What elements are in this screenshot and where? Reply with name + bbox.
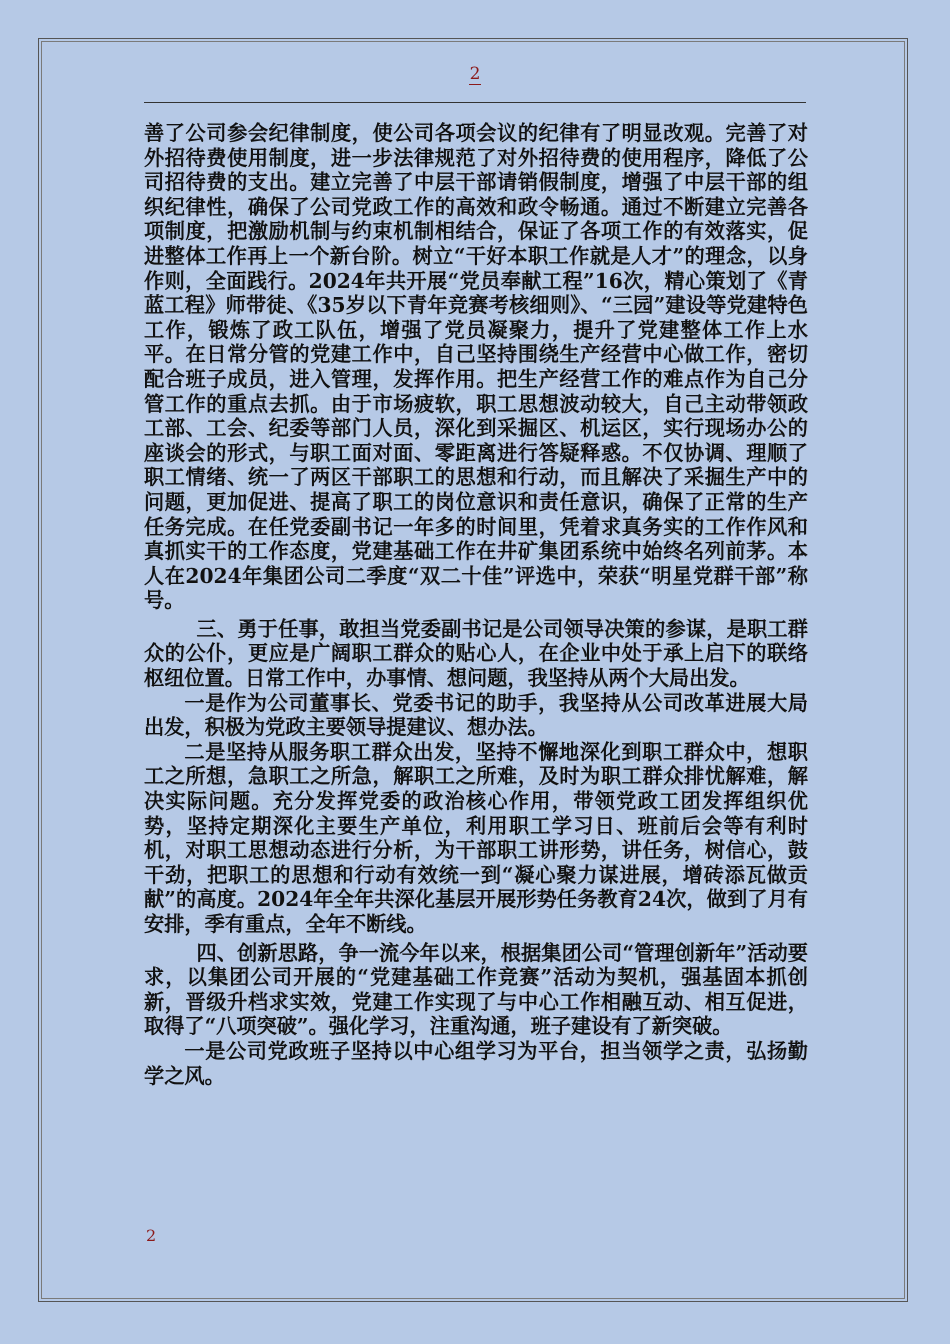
document-body (144, 121, 808, 1088)
header-page-number (0, 64, 950, 84)
paragraph-point-one-study: 一是公司党政班子坚持以中心组学习为平台，担当领学之责，弘扬勤学之风。 (144, 1038, 808, 1088)
header-page-number-text: 2 (469, 64, 481, 84)
footer-page-number: 2 (146, 1226, 157, 1245)
paragraph-section-four: 四、创新思路，争一流今年以来，根据集团公司“管理创新年”活动要求，以集团公司开展的“党建基础工作竞赛”活动为契机，强基固本抓创新，晋级升档求实效，党建工作实现了与中心工作相融互动、相互促进，取得了“八项突破”。强化学习，注重沟通，班子建设有了新突破。 (144, 940, 808, 1039)
paragraph-continued: 善了公司参会纪律制度，使公司各项会议的纪律有了明显改观。完善了对外招待费使用制度，进一步法律规范了对外招待费的使用程序，降低了公司招待费的支出。建立完善了中层干部请销假制度，增强了中层干部的组织纪律性，确保了公司党政工作的高效和政令畅通。通过不断建立完善各项制度，把激励机制与约束机制相结合，保证了各项工作的有效落实，促进整体工作再上一个新台阶。树立“干好本职工作就是人才”的理念，以身作则，全面践行。2024年共开展“党员奉献工程”16次，精心策划了《青蓝工程》师带徒、《35岁以下青年竞赛考核细则》、“三园”建设等党建特色工作，锻炼了政工队伍，增强了党员凝聚力，提升了党建整体工作上水平。在日常分管的党建工作中，自己坚持围绕生产经营中心做工作，密切配合班子成员，进入管理，发挥作用。把生产经营工作的难点作为自己分管工作的重点去抓。由于市场疲软，职工思想波动较大，自己主动带领政工部、工会、纪委等部门人员，深化到采掘区、机运区，实行现场办公的座谈会的形式，与职工面对面、零距离进行答疑释惑。不仅协调、理顺了职工情绪、统一了两区干部职工的思想和行动，而且解决了采掘生产中的问题，更加促进、提高了职工的岗位意识和责任意识，确保了正常的生产任务完成。在任党委副书记一年多的时间里，凭着求真务实的工作作风和真抓实干的工作态度，党建基础工作在井矿集团系统中始终名列前茅。本人在2024年集团公司二季度“双二十佳”评选中，荣获“明星党群干部”称号。 (144, 121, 808, 613)
paragraph-point-two: 二是坚持从服务职工群众出发，坚持不懈地深化到职工群众中，想职工之所想，急职工之所急，解职工之所难，及时为职工群众排忧解难，解决实际问题。充分发挥党委的政治核心作用，带领党政工团发挥组织优势，坚持定期深化主要生产单位，利用职工学习日、班前后会等有利时机，对职工思想动态进行分析，为干部职工讲形势，讲任务，树信心，鼓干劲，把职工的思想和行动有效统一到“凝心聚力谋进展，增砖添瓦做贡献”的高度。2024年全年共深化基层开展形势任务教育24次，做到了月有安排，季有重点，全年不断线。 (144, 739, 808, 936)
header-rule (144, 102, 806, 103)
paragraph-point-one: 一是作为公司董事长、党委书记的助手，我坚持从公司改革进展大局出发，积极为党政主要领导提建议、想办法。 (144, 690, 808, 740)
paragraph-section-three: 三、勇于任事，敢担当党委副书记是公司领导决策的参谋，是职工群众的公仆，更应是广阔职工群众的贴心人，在企业中处于承上启下的联络枢纽位置。日常工作中，办事情、想问题，我坚持从两个大局出发。 (144, 616, 808, 691)
